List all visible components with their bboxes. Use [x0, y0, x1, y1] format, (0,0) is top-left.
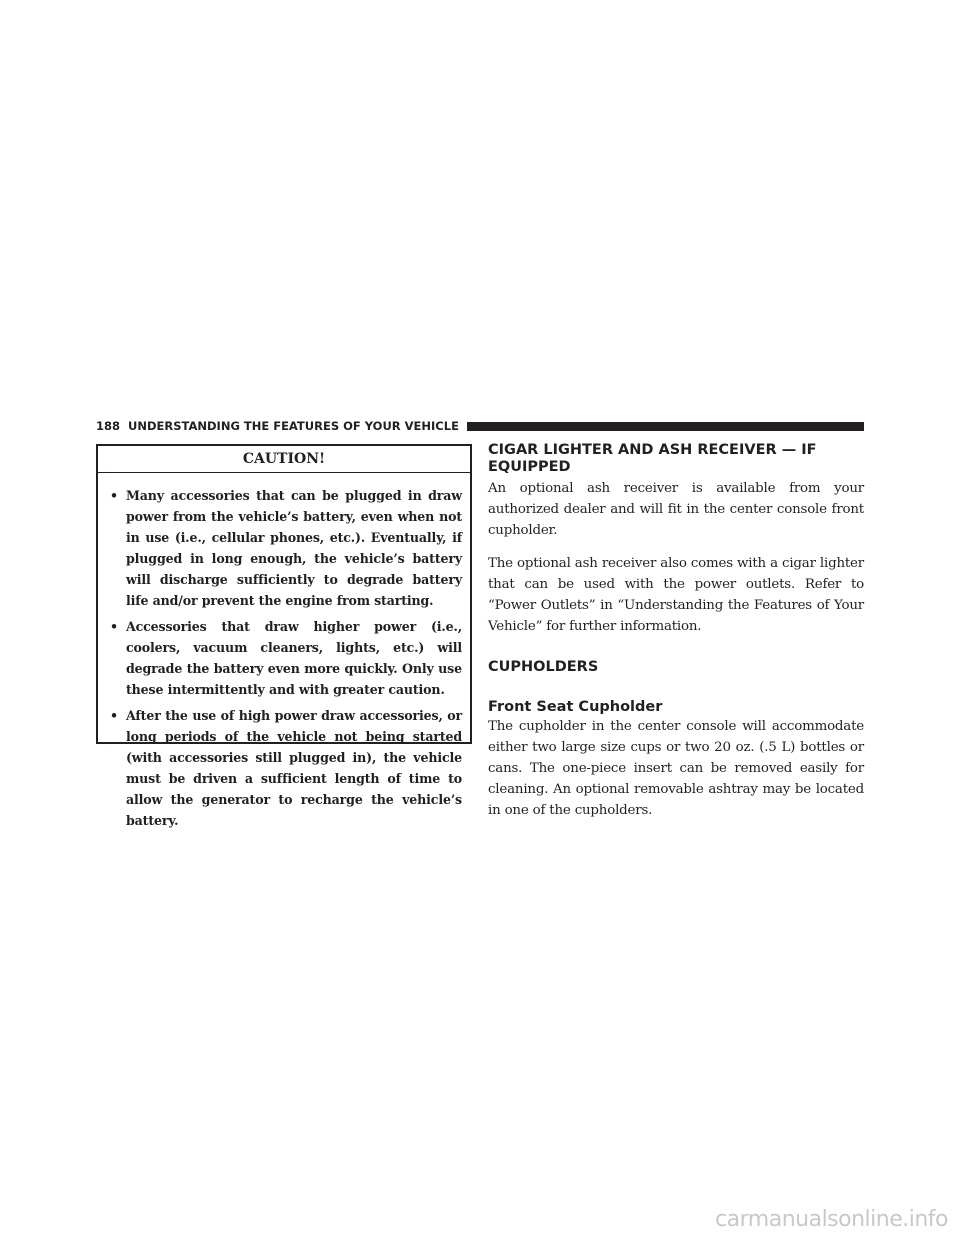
cupholders-heading: CUPHOLDERS	[488, 659, 599, 675]
front-seat-cupholder-heading: Front Seat Cupholder	[488, 699, 663, 715]
header-rule	[467, 422, 864, 431]
bullet-icon: •	[110, 488, 118, 503]
section-title: UNDERSTANDING THE FEATURES OF YOUR VEHICLE	[128, 419, 459, 433]
page-header	[96, 416, 864, 436]
bullet-icon: •	[110, 708, 118, 723]
cigar-lighter-heading: CIGAR LIGHTER AND ASH RECEIVER — IF EQUIPPED	[488, 442, 817, 475]
cupholder-paragraph: The cupholder in the center console will accommodate either two large size cups or two 20 oz. (.5 L) bottles or cans. The one-piece insert can be removed easily for cleaning. An optional removable ashtray may be located in one of the cupholders.	[488, 719, 864, 818]
caution-list	[98, 473, 470, 831]
page-number: 188	[96, 419, 121, 433]
caution-item-text: After the use of high power draw accessories, or long periods of the vehicle not being started (with accessories still plugged in), the vehicle must be driven a sufficient length of time to allow the generator to recharge the vehicle’s battery.	[126, 708, 462, 828]
caution-item-text: Many accessories that can be plugged in draw power from the vehicle’s battery, even when not in use (i.e., cellular phones, etc.). Eventually, if plugged in long enough, the vehicle’s battery will discharge sufficiently to degrade battery life and/or prevent the engine from starting.	[126, 488, 462, 608]
caution-item	[108, 485, 462, 611]
cigar-paragraph-1: An optional ash receiver is available from your authorized dealer and will fit in the center console front cupholder.	[488, 481, 864, 538]
caution-item-text: Accessories that draw higher power (i.e., coolers, vacuum cleaners, lights, etc.) will degrade the battery even more quickly. Only use these intermittently and with greater caution.	[126, 619, 462, 697]
watermark: carmanualsonline.info	[715, 1207, 948, 1232]
cigar-paragraph-2: The optional ash receiver also comes with a cigar lighter that can be used with the power outlets. Refer to “Power Outlets” in “Understanding the Features of Your Vehicle” for further information.	[488, 556, 864, 634]
right-column	[488, 442, 864, 821]
caution-title: CAUTION!	[98, 446, 470, 473]
bullet-icon: •	[110, 619, 118, 634]
caution-item	[108, 616, 462, 700]
caution-item	[108, 705, 462, 831]
caution-box	[96, 444, 472, 828]
